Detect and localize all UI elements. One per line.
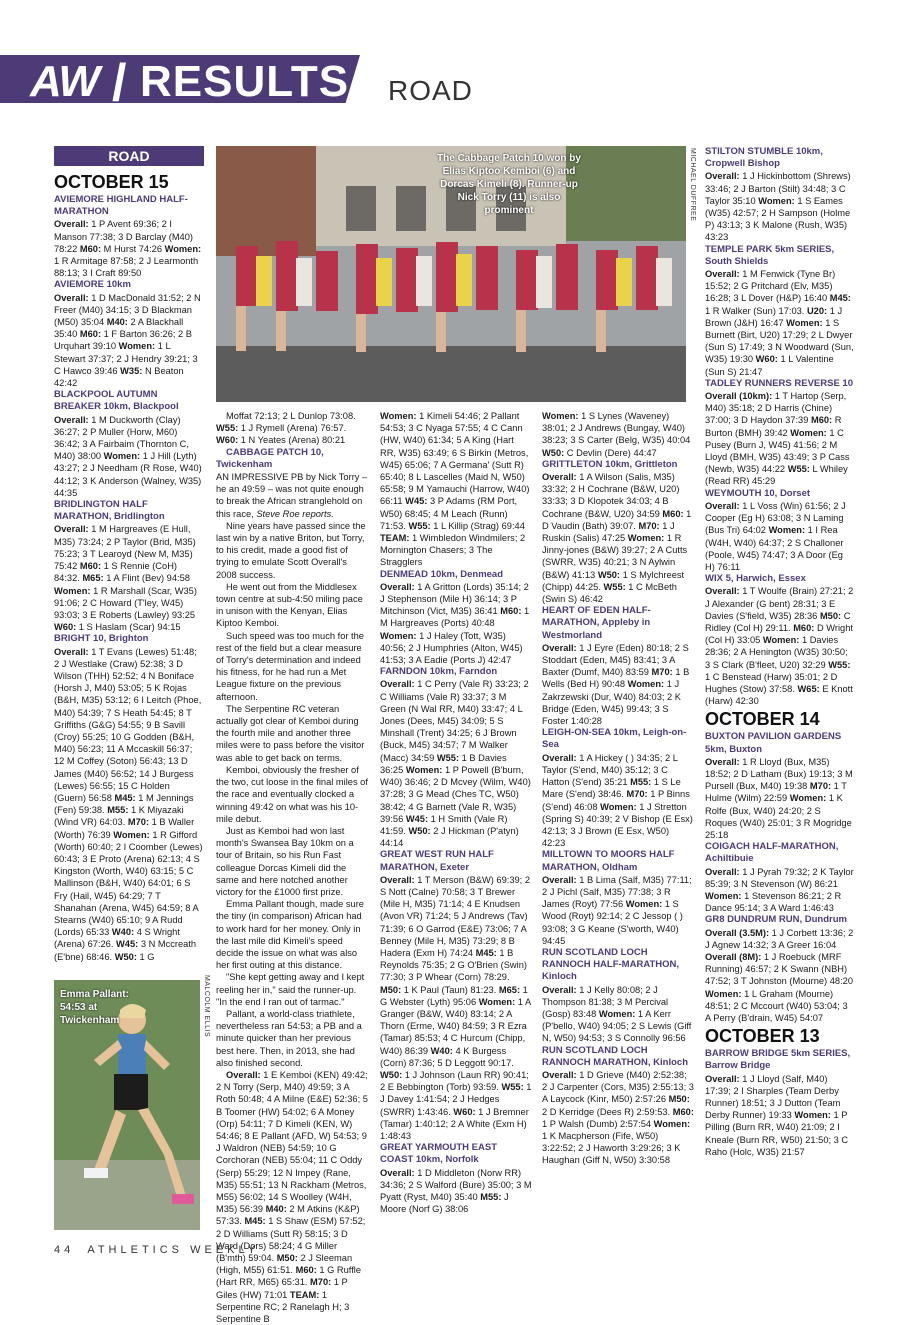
photo-caption: The Cabbage Patch 10 won by Elias Kiptoo Kemboi (6) and Dorcas Kimeli (8). Runner-up Nick Torry (11) is also prominent bbox=[437, 153, 581, 216]
road-label: ROAD bbox=[54, 146, 204, 166]
event-results: Overall: 1 A Wilson (Salis, M35) 33:32; 2 H Cochrane (B&W, U20) 33:33; 3 D Klopotek 34:03; 4 B Cochrane (B&W, U20) 34:59 M60: 1 D Vaudin (Bath) 39:07. M70: 1 J Ruskin (Salis) 47:25 Women: 1 R Jinny-jones (B&W) 39:27; 2 A Cutts (SWRR, W35) 40:21; 3 N Aylwin (B&W) 41:13 W50: 1 S Mylchreest (Chipp) 44:25. W55: 1 C McBeth (Swin S) 46:42 bbox=[542, 472, 692, 605]
report-paragraph: Such speed was too much for the rest of the field but a clear measure of Torry's determination and indeed his fitness, for he had run a Met League fixture on the previous afternoon. bbox=[216, 630, 364, 702]
page-number: 44 bbox=[54, 1244, 75, 1256]
event-results: Overall (10km): 1 T Hartop (Serp, M40) 35:18; 2 D Harris (Chine) 37:00; 3 D Haydon 37:39 M60: R Burton (BMH) 39:42 Women: 1 C Pusey (Burn J, W45) 41:56; 2 M Lloyd (BMH, W35) 43:49; 3 P Cass (Newb, W35) 44:22 W55: L Whiley (Read RR) 45:29 bbox=[705, 391, 850, 487]
event-title: AVIEMORE 10km bbox=[54, 279, 131, 291]
race-start-photo bbox=[216, 146, 686, 402]
event-title: BUXTON PAVILION GARDENS 5km, Buxton bbox=[705, 731, 842, 755]
event-results: Women: 1 Kimeli 54:46; 2 Pallant 54:53; 3 C Nyaga 57:55; 4 C Cann (HW, W40) 61:34; 5 A King (Hart RR, W35) 63:49; 6 S Birkin (Metros, W45) 65:06; 7 A Germana' (Sutt R) 65:40; 8 L Lascelles (Maid N, W50) 65:58; 9 M Yamauchi (Harrow, W40) 66:11 W45: 3 P Adams (RM Port, W50) 68:45; 4 M Leach (Runn) 71:53. W55: 1 L Killip (Strag) 69:44 TEAM: 1 Wimbledon Windmilers; 2 Mornington Chasers; 3 The Stragglers bbox=[380, 411, 530, 568]
report-paragraph: "She kept getting away and I kept reeling her in," said the runner-up. "In the end I ran out of tarmac." bbox=[216, 972, 365, 1007]
event-title: HEART OF EDEN HALF-MARATHON, Appleby in Westmorland bbox=[542, 605, 651, 641]
event-results: Overall: 1 A Hickey ( ) 34:35; 2 L Taylor (S'end, M40) 35:12; 3 C Hatton (S'end) 35:21 M55: 1 S Le Mare (S'end) 38:46. M70: 1 P Binns (S'end) 46:08 Women: 1 J Stretton (Spring S) 40:39; 2 V Bishop (E Esx) 42:13; 3 J Brown (E Esx, W50) 42:23 bbox=[542, 752, 693, 849]
runner-photo bbox=[54, 980, 200, 1230]
event-title: FARNDON 10km, Farndon bbox=[380, 666, 498, 678]
event-title: DENMEAD 10km, Denmead bbox=[380, 568, 504, 580]
event-results: Overall: 1 E Kemboi (KEN) 49:42; 2 N Torry (Serp, M40) 49:59; 3 A Roth 50:48; 4 A Milne (E&E) 52:36; 5 B Toomer (HW) 54:02; 6 A Money (Orp) 54:11; 7 D Kimeli (KEN, W) 54:46; 8 E Pallant (AFD, W) 54:53; 9 J Waldron (NEB) 54:59; 10 G Corchoran (NEB) 55:04; 11 C Oddy (Serp) 55:29; 12 N Impey (Rane, M35) 55:51; 13 N Rackham (Metros, M55) 56:02; 14 S Woolley (W4H, M35) 56:39 M40: 2 M Atkins (K&P) 57:33. M45: 1 S Shaw (ESM) 57:52; 2 D Williams (Sutt R) 58:15; 3 D Ward (Dors) 58:24; 4 G Miller (B'mth) 59:04. M50: 2 J Sleeman (High, M55) 61:51. M60: 1 G Ruffle (Hart RR, M65) 65:31. M70: 1 P Giles (HW) 71:01 TEAM: 1 Serpentine RC; 2 Ranelagh H; 3 Serpentine B bbox=[216, 1069, 368, 1325]
event-results: Overall: 1 D Middleton (Norw RR) 34:36; 2 S Walford (Bure) 35:00; 3 M Pyatt (Ryst, M40) 35:40 M55: J Moore (Norf G) 38:06 bbox=[380, 1167, 532, 1215]
photo-credit: MICHAEL DUFFREE bbox=[689, 148, 696, 222]
event-results: Overall: 1 P Avent 69:36; 2 I Manson 77:38; 3 D Barclay (M40) 78:22 M60: M Hurst 74:26 Women: 1 R Armitage 87:58; 2 J Learmonth 88:13; 3 I Craft 89:50 bbox=[54, 219, 202, 279]
event-results: Overall: 1 M Fenwick (Tyne Br) 15:52; 2 G Pritchard (Elv, M35) 16:28; 3 L Dover (H&P) 16:40 M45: 1 R Walker (Sun) 17:03. U20: 1 J Brown (J&H) 16:47 Women: 1 S Burnett (Birt, U20) 17:29; 2 L Dwyer (Sun S) 17:49; 3 N Woodward (Sun, W35) 19:30 W60: 1 L Valentine (Sun S) 21:47 bbox=[705, 269, 854, 377]
event-results: Overall: 1 D Grieve (M40) 2:52:38; 2 J Carpenter (Cors, M35) 2:55:13; 3 A Laycock (Kinr, M50) 2:57:26 M50: 2 D Kerridge (Dees R) 2:59:53. M60: 1 P Walsh (Dumb) 2:57:54 Women: 1 K Macpherson (Fife, W50) 3:22:52; 2 J Haworth 3:29:26; 3 K Haughan (Giff N, W50) 3:30:58 bbox=[542, 1069, 694, 1166]
event-results: Overall: 1 A Gritton (Lords) 35:14; 2 J Stephenson (Mile H) 36:14; 3 P Mitchinson (Vict, M35) 36:41 M60: 1 M Hargreaves (Ports) 40:48 Women: 1 J Haley (Tott, W35) 40:56; 2 J Humphries (Alton, W45) 41:53; 3 A Eadie (Ports J) 42:47 bbox=[380, 581, 530, 666]
event-results: Overall: 1 T Evans (Lewes) 51:48; 2 J Westlake (Craw) 52:38; 3 D Wilson (THH) 52:52; 4 N Boniface (Horsh J, M40) 53:05; 5 K Rojas (B&H, M35) 53:12; 6 I Leitch (Phoe, M40) 54:39; 7 S Heath 54:45; 8 T Griffiths (G&G) 54:55; 9 B Savill (Croy) 55:25; 10 G Godden (B&H, M40) 56:23; 11 A Mccaskill 56:37; 12 M Coffey (Soton) 56:43; 13 D James (M40) 56:52; 14 J Burgess (Lewes) 56:55; 15 C Holden (Guern) 56:58 M45: 1 M Jennings (Fen) 59:38. M55: 1 K Miyazaki (Wind VR) 64:03. M70: 1 B Waller (Worth) 76:39 Women: 1 R Gifford (Worth) 60:40; 2 I Coomber (Lewes) 60:43; 3 E Proto (Arena) 62:13; 4 S Kingston (Worth, W40) 63:15; 5 C Mallinson (B&H, W40) 64:01; 6 S Fry (Hail, W45) 64:29; 7 T Shanahan (Arena, W45) 64:59; 8 A Stearns (W40) 65:10; 9 A Rudd (Lords) 65:33 W40: 4 S Wright (Arena) 67:26. W45: 3 N Mccreath (E'bne) 68:46. W50: 1 G bbox=[54, 646, 203, 962]
report-paragraph: He went out from the Middlesex town centre at sub-4:50 miling pace in unison with the Kenyan, Elias Kiptoo Kemboi. bbox=[216, 581, 363, 629]
magazine-name: ATHLETICS WEEKLY bbox=[87, 1244, 260, 1256]
event-results: Overall: 1 M Duckworth (Clay) 36:27; 2 P Muller (Horw, M60) 36:42; 3 A Fairbaim (Thornton C, M40) 38:00 Women: 1 J Hill (Lyth) 43:27; 2 J Needham (R Rose, W40) 44:12; 3 K Anderson (Walney, W35) 44:35 bbox=[54, 414, 202, 498]
event-title: LEIGH-ON-SEA 10km, Leigh-on-Sea bbox=[542, 727, 687, 751]
aw-logo: AW bbox=[30, 57, 99, 106]
event-results: Overall: 1 L Voss (Win) 61:56; 2 J Cooper (Eg H) 63:08; 3 N Laming (Bus Tri) 64:02 Women: 1 I Rea (W4H, W40) 64:37; 2 S Challoner (Poole, W45) 74:47; 3 A Door (Eg H) 76:11 bbox=[705, 500, 846, 572]
event-results: Overall: 1 J Kelly 80:08; 2 J Thompson 81:38; 3 M Percival (Gosp) 83:48 Women: 1 A Kerr (P'bello, W40) 94:05; 2 S Lewis (Giff N, W50) 94:53; 3 S Connolly 96:56 bbox=[542, 984, 692, 1044]
event-title: CABBAGE PATCH 10, Twickenham bbox=[216, 446, 324, 470]
event-title: WIX 5, Harwich, Essex bbox=[705, 573, 806, 585]
results-title: RESULTS bbox=[140, 57, 350, 106]
runner-photo-caption: Emma Pallant: 54:53 at Twickenham bbox=[60, 989, 129, 1026]
event-title: RUN SCOTLAND LOCH RANNOCH MARATHON, Kinloch bbox=[542, 1044, 689, 1068]
event-title: COIGACH HALF-MARATHON, Achiltibuie bbox=[705, 841, 839, 865]
event-title: AVIEMORE HIGHLAND HALF-MARATHON bbox=[54, 194, 188, 218]
results-column-5 bbox=[705, 146, 855, 1231]
event-results: Overall: 1 T Woulfe (Brain) 27:21; 2 J Alexander (G bent) 28:31; 3 E Davies (S'field, W35) 28:36 M50: C Ridley (Col H) 29:11. M60: D Wright (Col H) 33:05 Women: 1 Davies 28:36; 2 A Henington (W35) 30:50; 3 S Clark (B'fleet, U20) 32:29 W55: 1 C Benstead (Harw) 35:01; 2 D Hughes (Stow) 37:58. W65: E Knott (Harw) 42:30 bbox=[705, 586, 854, 707]
report-paragraph: AN IMPRESSIVE PB by Nick Torry – he an 49:59 – was not quite enough to break the African stranglehold on this race, Steve Roe reports. bbox=[216, 472, 368, 519]
event-results: Overall: 1 T Merson (B&W) 69:39; 2 S Nott (Calne) 70:58; 3 T Brewer (Mile H, M35) 71:14; 4 E Knudsen (Avon VR) 71:24; 5 J Andrews (Tav) 71:39; 6 O Garrod (E&E) 73:06; 7 A Benney (Mile H, M35) 73:29; 8 B Hadera (Exm H) 74:24 M45: 1 B Reynolds 75:35; 2 G O'Brien (Swin) 77:30; 3 P Whear (Corn) 78:29. M50: 1 K Paul (Taun) 81:23. M65: 1 G Webster (Lyth) 95:06 Women: 1 A Granger (B&W, W40) 83:14; 2 A Thorn (Erme, W40) 84:59; 3 R Ezra (Tamar) 85:53; 4 C Hurcum (Chipp, W40) 86:39 W40: 4 K Burgess (Corn) 87:36; 5 D Leggott 90:17. W50: 1 J Johnson (Laun RR) 90:41; 2 E Bebbington (Torb) 93:59. W55: 1 J Davey 1:41:54; 2 J Hedges (SWRR) 1:43:46. W60: 1 J Bremner (Tamar) 1:40:12; 2 A White (Exm H) 1:48:43 bbox=[380, 874, 532, 1141]
event-title: BRIGHT 10, Brighton bbox=[54, 633, 149, 645]
event-title: MILLTOWN TO MOORS HALF MARATHON, Oldham bbox=[542, 849, 675, 873]
event-results: Overall: 1 M Hargreaves (E Hull, M35) 73:24; 2 P Taylor (Brid, M35) 75:23; 3 T Learoyd (New M, M35) 75:42 M60: 1 S Rennie (CoH) 84:32. M65: 1 A Flint (Bev) 94:58 Women: 1 R Marshall (Scar, W35) 91:06; 2 C Howard (T'ley, W45) 93:03; 3 E Roberts (Lawley) 93:25 W60: 1 S Haslam (Scar) 94:15 bbox=[54, 524, 197, 633]
event-title: TEMPLE PARK 5km SERIES, South Shields bbox=[705, 243, 835, 267]
page-header bbox=[0, 55, 905, 115]
event-title: BARROW BRIDGE 5km SERIES, Barrow Bridge bbox=[705, 1048, 851, 1072]
event-results: Overall: 1 J Pyrah 79:32; 2 K Taylor 85:39; 3 N Stevenson (W) 86:21 Women: 1 Stevenson 86:21; 2 R Dance 95:14; 3 A Ward 1:46:43 bbox=[705, 866, 854, 914]
event-results: Moffat 72:13; 2 L Dunlop 73:08. W55: 1 J Rymell (Arena) 76:57. W60: 1 N Yeates (Arena) 80:21 bbox=[216, 411, 356, 446]
page-footer bbox=[54, 1244, 259, 1256]
report-paragraph: Kemboi, obviously the fresher of the two, cut loose in the final miles of the race and eventually clocked a winning 49:42 on what was his 10-mile debut. bbox=[216, 764, 368, 824]
date-heading: OCTOBER 13 bbox=[705, 1026, 820, 1047]
results-column-4 bbox=[542, 410, 694, 1260]
event-title: GREAT YARMOUTH EAST COAST 10km, Norfolk bbox=[380, 1142, 498, 1166]
report-paragraph: Just as Kemboi had won last month's Swansea Bay 10km on a tour of Britain, so his Run Fast colleague Dorcas Kimeli did the same and here notched another victory for the £1000 first prize. bbox=[216, 825, 354, 897]
event-results: Overall: 1 C Perry (Vale R) 33:23; 2 C Williams (Vale R) 33:37; 3 M Green (N Wal RR, M40) 33:47; 4 L Jones (Dees, M45) 34:09; 5 S Minshall (Trent) 34:25; 6 J Brown (Buck, M45) 34:57; 7 M Walker (Macc) 34:59 W55: 1 B Davies 36:25 Women: 1 P Powell (B'burn, W40) 36:46; 2 D Mcvey (Wilm, W40) 37:28; 3 G Mead (Ches TC, W50) 38:42; 4 G Barnett (Vale R, W35) 39:56 W45: 1 H Smith (Vale R) 41:59. W50: 2 J Hickman (P'atyn) 44:14 bbox=[380, 679, 531, 849]
event-title: TADLEY RUNNERS REVERSE 10 bbox=[705, 377, 853, 389]
event-results: Overall: 1 R Lloyd (Bux, M35) 18:52; 2 D Latham (Bux) 19:13; 3 M Pursell (Bux, M40) 19:38 M70: 1 T Hulme (Wilm) 22:59 Women: 1 K Rolfe (Bux, W40) 24:20; 2 S Roques (W40) 25:01; 3 R Mogridge 25:18 bbox=[705, 756, 853, 840]
report-paragraph: Pallant, a world-class triathlete, nevertheless ran 54:53; a PB and a minute quicker than her previous best here. Then, in 2013, she had also finished second. bbox=[216, 1008, 362, 1068]
date-heading: OCTOBER 15 bbox=[54, 172, 169, 192]
event-title: GRITTLETON 10km, Grittleton bbox=[542, 458, 678, 470]
date-heading: OCTOBER 14 bbox=[705, 709, 820, 730]
event-title: GREAT WEST RUN HALF MARATHON, Exeter bbox=[380, 849, 494, 873]
event-title: WEYMOUTH 10, Dorset bbox=[705, 487, 811, 499]
event-title: BRIDLINGTON HALF MARATHON, Bridlington bbox=[54, 499, 165, 523]
results-column-3 bbox=[380, 410, 532, 1260]
event-results: Overall: 1 D MacDonald 31:52; 2 N Freer (M40) 34:15; 3 D Blackman (M50) 35:04 M40: 2 A Blackhall 35:40 M60: 1 F Barton 36:26; 2 B Urquhart 39:10 Women: 1 L Stewart 37:37; 2 J Hendry 39:21; 3 C Hawco 39:46 W35: N Beaton 42:42 bbox=[54, 292, 201, 389]
runner-photo-credit: MALCOLM ELLIS bbox=[203, 975, 210, 1038]
event-results: Overall (3.5M): 1 J Corbett 13:36; 2 J Agnew 14:32; 3 A Greer 16:04 Overall (8M): 1 J Roebuck (MRF Running) 46:57; 2 K Swann (NBH) 47:52; 3 T Johnston (Mourne) 48:20 Women: 1 L Graham (Mourne) 48:51; 2 C Mccourt (W40) 53:04; 3 A Perry (B'drain, W45) 54:07 bbox=[705, 927, 854, 1024]
section-title: ROAD bbox=[388, 75, 473, 106]
event-title: STILTON STUMBLE 10km, Cropwell Bishop bbox=[705, 146, 823, 170]
event-title: BLACKPOOL AUTUMN BREAKER 10km, Blackpool bbox=[54, 389, 179, 413]
event-title: RUN SCOTLAND LOCH RANNOCH HALF-MARATHON, Kinloch bbox=[542, 946, 680, 983]
logo-slash: / bbox=[112, 54, 127, 112]
event-title: GR8 DUNDRUM RUN, Dundrum bbox=[705, 914, 847, 926]
event-results: Overall: 1 J Eyre (Eden) 80:18; 2 S Stoddart (Eden, M45) 83:41; 3 A Baxter (Dumf, M40) 83:59 M70: 1 B Wells (Bed H) 90:48 Women: 1 J Zakrzewski (Dur, W40) 84:03; 2 K Bridge (Eden, W45) 99:43; 3 S Foster 1:40:28 bbox=[542, 642, 690, 727]
event-results: Women: 1 S Lynes (Waveney) 38:01; 2 J Andrews (Bungay, W40) 38:23; 3 S Carter (Belg, W35) 40:04 W50: C Devlin (Dere) 44:47 bbox=[542, 411, 691, 458]
event-results: Overall: 1 B Lima (Salf, M35) 77:11; 2 J Pichl (Salf, M35) 77:38; 3 R James (Royt) 77:56 Women: 1 S Wood (Royt) 92:14; 2 C Jessop ( ) 93:08; 3 G Keane (S'worth, W40) 94:45 bbox=[542, 874, 692, 946]
results-column-1 bbox=[54, 170, 204, 980]
event-results: Overall: 1 J Lloyd (Salf, M40) 17:39; 2 I Sharples (Team Derby Runner) 18:51; 3 J Dutton (Team Derby Runner) 19:33 Women: 1 P Pilling (Burn RR, W40) 21:09; 2 I Kneale (Burn RR, W50) 21:50; 3 C Raho (Holc, W35) 21:57 bbox=[705, 1073, 849, 1157]
event-results: Overall: 1 J Hickinbottom (Shrews) 33:46; 2 J Barton (Stilt) 34:48; 3 C Taylor 35:10 Women: 1 S Eames (W35) 42:57; 2 H Sampson (Holme P) 43:13; 3 K Malone (Rush, W35) 43:23 bbox=[705, 171, 851, 243]
report-paragraph: Nine years have passed since the last win by a native Briton, but Torry, to his credit, made a good fist of trying to emulate Scott Overall's 2008 success. bbox=[216, 520, 366, 580]
results-column-2 bbox=[216, 410, 368, 1325]
report-paragraph: The Serpentine RC veteran actually got clear of Kemboi during the fourth mile and another three miles were to pass before the visitor was able to get back on terms. bbox=[216, 703, 365, 763]
report-paragraph: Emma Pallant though, made sure the tiny (in comparison) African had to work hard for her money. Only in the last mile did Kimeli's speed decide the issue on what was also her first outing at this distance. bbox=[216, 899, 364, 971]
